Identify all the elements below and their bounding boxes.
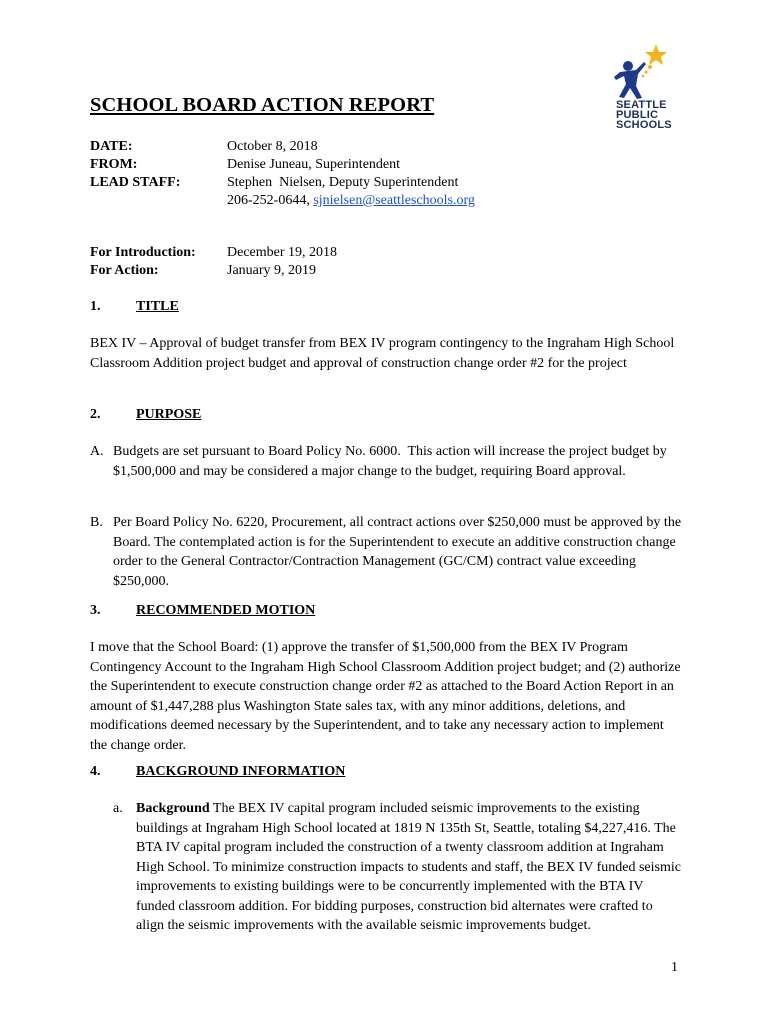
section-4-title: BACKGROUND INFORMATION	[136, 764, 346, 779]
date-label: DATE:	[90, 139, 133, 154]
purpose-item-b-marker: B.	[90, 515, 103, 530]
section-3-number: 3.	[90, 603, 101, 618]
report-title: SCHOOL BOARD ACTION REPORT	[90, 94, 435, 116]
section-3-title: RECOMMENDED MOTION	[136, 603, 316, 618]
lead-staff-value: Stephen Nielsen, Deputy Superintendent	[227, 175, 459, 190]
background-body: The BEX IV capital program included seismic improvements to the existing buildings at Ingraham High School located at 1819 N 135th St, Seattle, totaling $4,227,416. The BTA IV capital program included the construction of a twenty classroom addition at Ingraham High School. To minimize construction impacts to students and staff, the BEX IV funded seismic improvements to existing buildings were to be concurrently implemented with the BTA IV funded classroom addition. For bidding purposes, construction bid alternates were crafted to align the seismic improvements with the available seismic improvements budget.	[136, 801, 681, 933]
star-figure-icon	[606, 42, 682, 102]
contact-row	[227, 191, 475, 210]
date-row	[90, 137, 318, 156]
action-row	[90, 261, 316, 280]
section-3-body: I move that the School Board: (1) approve the transfer of $1,500,000 from the BEX IV Program Contingency Account to the Ingraham High School Classroom Addition project budget; and (2) authorize the Superintendent to execute construction change order #2 as attached to the Board Action Report in an amount of $1,447,288 plus Washington State sales tax, with any minor additions, deletions, and modifications deemed necessary by the Superintendent, and to take any necessary action to implement the change order.	[90, 640, 681, 753]
section-1-heading	[90, 299, 179, 315]
action-date: January 9, 2019	[227, 263, 317, 278]
logo-line-2: PUBLIC	[616, 109, 659, 121]
date-value: October 8, 2018	[227, 139, 318, 154]
lead-staff-row	[90, 173, 458, 192]
section-4-number: 4.	[90, 764, 101, 779]
section-2-title: PURPOSE	[136, 407, 202, 422]
background-lead: Background	[136, 801, 210, 816]
from-row	[90, 155, 400, 174]
purpose-item-a-marker: A.	[90, 444, 104, 459]
action-label: For Action:	[90, 263, 159, 278]
logo-line-3: SCHOOLS	[616, 119, 672, 131]
page-number: 1	[671, 960, 678, 975]
background-item-a	[113, 799, 683, 936]
purpose-item-a	[90, 442, 690, 481]
introduction-row	[90, 243, 337, 262]
email-link[interactable]: sjnielsen@seattleschools.org	[313, 193, 475, 208]
purpose-item-b	[90, 513, 690, 591]
from-value: Denise Juneau, Superintendent	[227, 157, 401, 172]
section-3-heading	[90, 603, 315, 619]
background-item-a-marker: a.	[113, 801, 123, 816]
from-label: FROM:	[90, 157, 138, 172]
section-2-heading	[90, 407, 201, 423]
purpose-item-a-text: Budgets are set pursuant to Board Policy No. 6000. This action will increase the project budget by $1,500,000 and may be considered a major change to the budget, requiring Board approval.	[113, 444, 671, 479]
logo-line-1: SEATTLE	[616, 99, 667, 111]
seattle-public-schools-logo	[606, 42, 682, 142]
introduction-label: For Introduction:	[90, 245, 196, 260]
section-2-number: 2.	[90, 407, 101, 422]
section-4-heading	[90, 764, 345, 780]
background-item-a-text	[136, 799, 683, 936]
phone-number: 206-252-0644,	[227, 193, 314, 208]
purpose-item-b-text: Per Board Policy No. 6220, Procurement, all contract actions over $250,000 must be approved by the Board. The contemplated action is for the Superintendent to execute an additive construction change order to the General Contractor/Contraction Management (GC/CM) contract value exceeding $250,000.	[113, 515, 682, 589]
section-1-number: 1.	[90, 299, 101, 314]
lead-staff-label: LEAD STAFF:	[90, 175, 181, 190]
logo-wordmark	[616, 100, 672, 130]
introduction-date: December 19, 2018	[227, 245, 338, 260]
section-1-body: BEX IV – Approval of budget transfer from BEX IV program contingency to the Ingraham High School Classroom Addition project budget and approval of construction change order #2 for the project	[90, 336, 675, 371]
section-1-title: TITLE	[136, 299, 179, 314]
